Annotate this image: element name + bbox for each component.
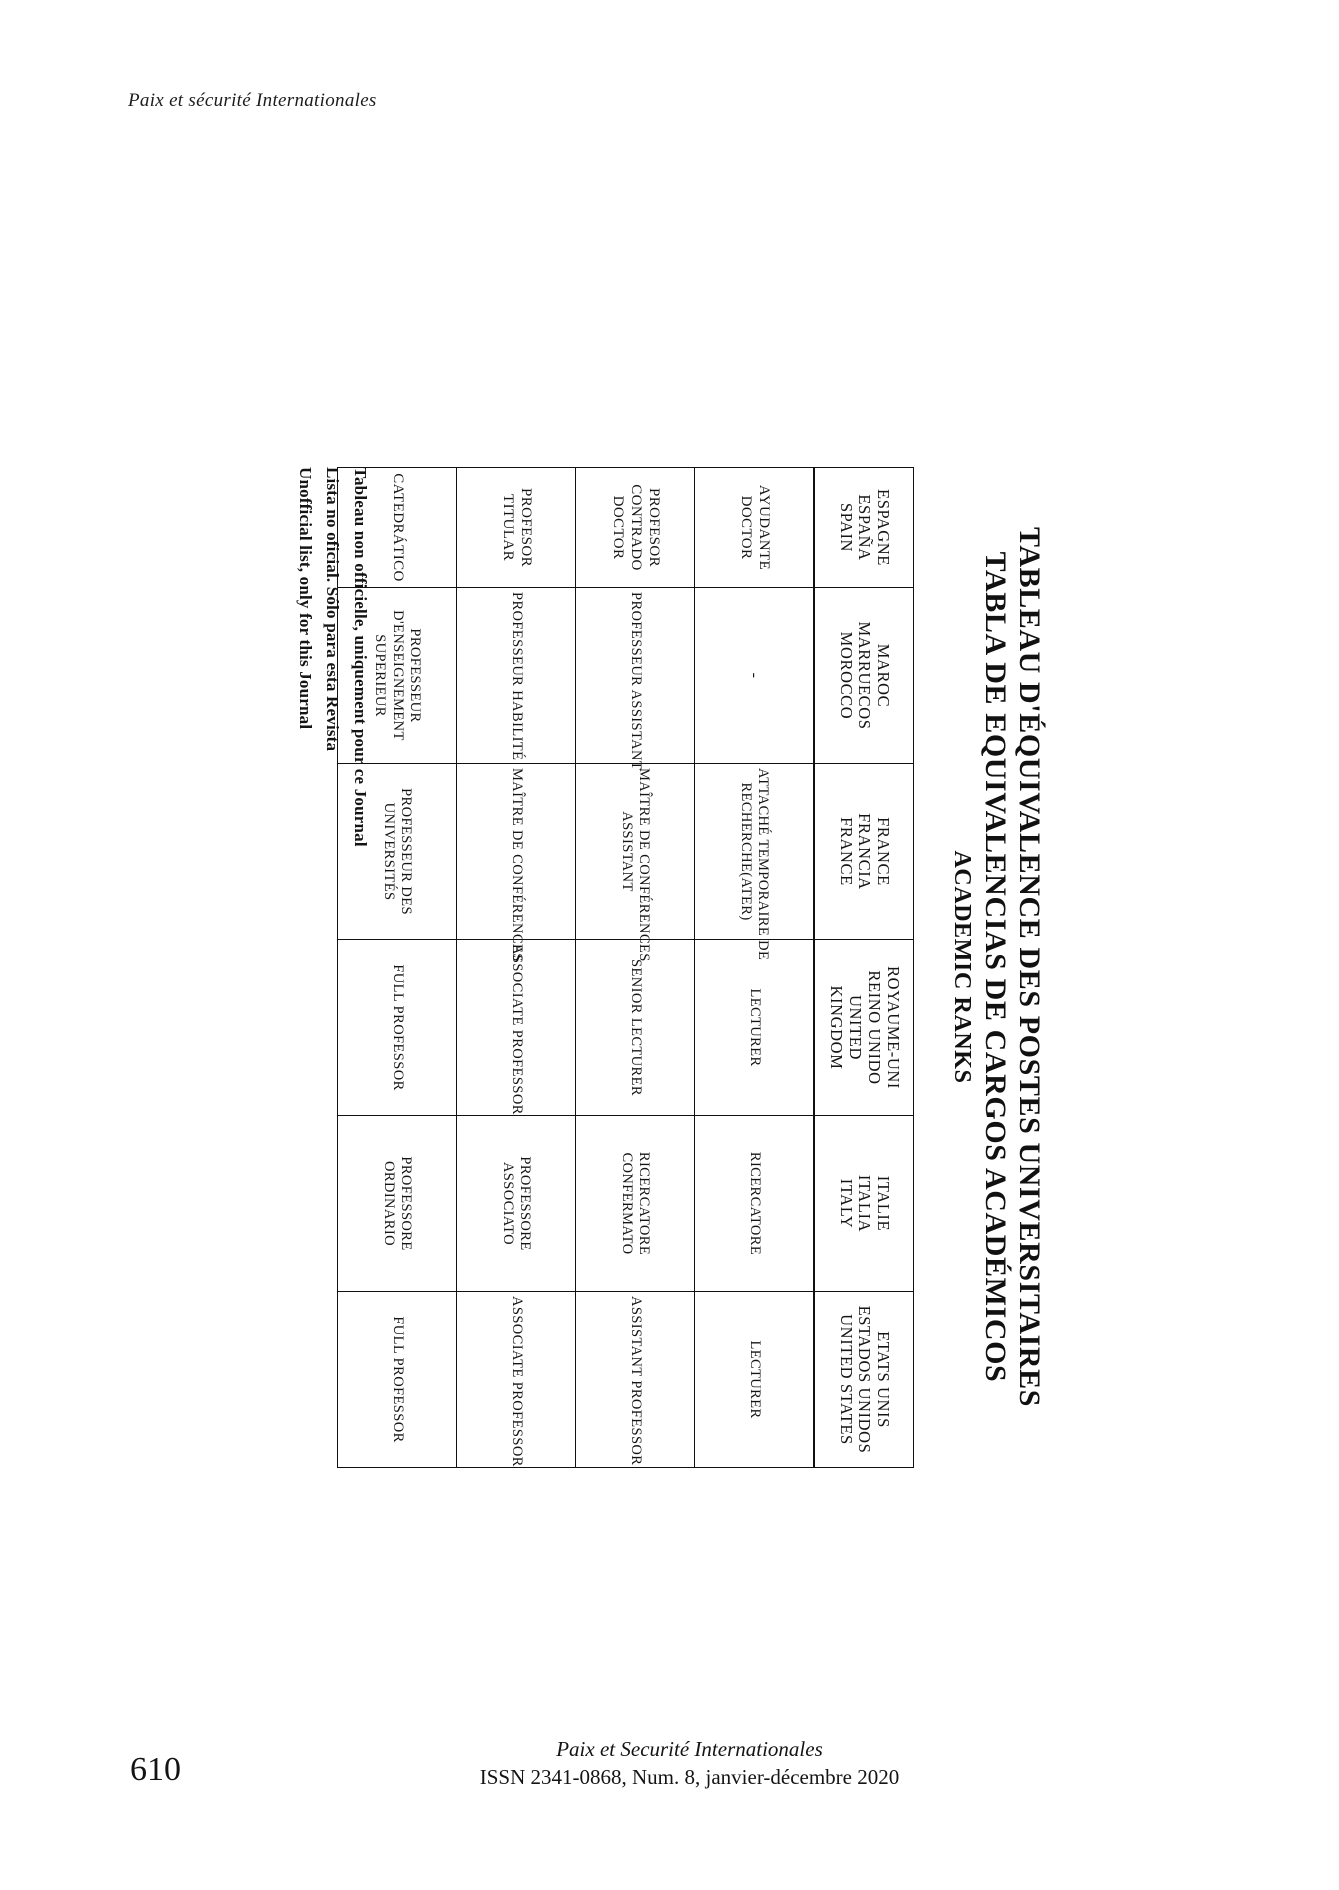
cell-morocco (694, 588, 814, 764)
column-header-morocco (814, 588, 914, 764)
cell-line: LECTURER (746, 988, 763, 1067)
cell-france (694, 764, 814, 961)
cell-line: D'ENSEIGNEMENT (389, 610, 406, 741)
page-number: 610 (130, 1751, 181, 1788)
table-header-row (814, 468, 914, 1468)
cell-united-states (694, 1292, 814, 1468)
colophon-issn: ISSN 2341-0868, Num. 8, janvier-décembre 2020 (479, 1764, 900, 1789)
column-header-france (814, 764, 914, 940)
table-row (694, 468, 814, 1468)
cell-line: - (745, 672, 763, 679)
header-line: FRANCE (873, 817, 893, 886)
table-title-group (947, 372, 1045, 1562)
header-line: ESPAÑA (854, 494, 874, 561)
cell-line: ORDINARIO (380, 1161, 397, 1246)
colophon-journal-name: Paix et Securité Internationales (556, 1737, 823, 1761)
title-line-english: ACADEMIC RANKS (948, 850, 975, 1084)
header-line: MARRUECOS (854, 621, 874, 730)
header-line: REINO UNIDO (864, 970, 884, 1085)
cell-line: LECTURER (746, 1340, 763, 1419)
cell-spain (575, 468, 694, 588)
table-notes (291, 467, 374, 1467)
cell-line: MAÎTRE DE CONFÉRENCES (635, 768, 652, 962)
cell-line: SUPERIEUR (371, 634, 388, 717)
header-line: UNITED STATES (836, 1314, 856, 1445)
header-line: MAROC (873, 643, 893, 708)
cell-line: PROFESSORE (397, 1156, 414, 1251)
header-line: FRANCIA (854, 813, 874, 890)
header-line: ESTADOS UNIDOS (854, 1305, 874, 1454)
cell-line: FULL PROFESSOR (389, 1316, 406, 1443)
cell-line: PROFESSEUR HABILITÉ (508, 592, 525, 761)
cell-italy (456, 1116, 575, 1292)
header-line: FRANCE (836, 817, 856, 886)
header-line: KINGDOM (826, 985, 846, 1070)
column-header-spain (814, 468, 914, 588)
cell-line: CONFERMATO (618, 1152, 635, 1255)
cell-line: TITULAR (499, 494, 516, 561)
column-header-united-kingdom (814, 940, 914, 1116)
cell-line: CATEDRÁTICO (389, 473, 406, 582)
cell-france (575, 764, 694, 962)
title-line-french: TABLEAU D'ÉQUIVALENCE DES POSTES UNIVERSITAIRES (1012, 526, 1046, 1408)
cell-line: ASSOCIATO (499, 1161, 516, 1246)
cell-united-states (575, 1292, 694, 1468)
header-line: ROYAUME-UNI (883, 965, 903, 1089)
cell-spain (694, 468, 814, 588)
cell-united-states (456, 1292, 575, 1468)
header-line: ITALIE (873, 1175, 893, 1232)
column-header-italy (814, 1116, 914, 1292)
note-spanish: Lista no oficial. Sólo para esta Revista (322, 467, 342, 752)
cell-line: RECHERCHE(ATER) (737, 782, 754, 921)
cell-line: RICERCATORE (746, 1151, 763, 1256)
cell-line: PROFESSORE (516, 1156, 533, 1251)
cell-line: UNIVERSITÉS (380, 802, 397, 901)
cell-line: ASSISTANT PROFESSOR (627, 1296, 644, 1466)
cell-italy (694, 1116, 814, 1292)
title-line-spanish: TABLA DE EQUIVALENCIAS DE CARGOS ACADÉMICOS (978, 551, 1012, 1383)
running-head: Paix et sécurité Internationales (128, 90, 377, 111)
cell-line: PROFESSEUR (406, 628, 423, 723)
cell-line: PROFESSEUR ASSISTANT (627, 592, 644, 771)
cell-line: ASSOCIATE PROFESSOR (508, 944, 525, 1115)
landscape-block (295, 372, 1046, 1562)
header-line: ITALIA (854, 1174, 874, 1233)
header-line: ITALY (836, 1178, 856, 1229)
cell-spain (456, 468, 575, 588)
cell-italy (575, 1116, 694, 1292)
header-line: SPAIN (836, 502, 856, 553)
cell-line: PROFESOR (645, 487, 662, 568)
cell-france (456, 764, 575, 962)
cell-line: FULL PROFESSOR (389, 964, 406, 1091)
cell-line: PROFESSEUR DES (397, 788, 414, 915)
cell-line: DOCTOR (737, 495, 754, 560)
cell-line: ASSOCIATE PROFESSOR (508, 1296, 525, 1467)
cell-united-kingdom (575, 940, 694, 1116)
cell-line: ATTACHÉ TEMPORAIRE DE (754, 768, 771, 961)
note-french: Tableau non officielle, uniquement pour ce Journal (350, 467, 370, 847)
note-english: Unofficial list, only for this Journal (295, 467, 315, 730)
column-header-united-states (814, 1292, 914, 1468)
cell-line: DOCTOR (609, 495, 626, 560)
cell-united-kingdom (456, 940, 575, 1116)
cell-morocco (575, 588, 694, 771)
cell-line: ASSISTANT (618, 811, 635, 892)
cell-line: RICERCATORE (635, 1151, 652, 1256)
header-line: ETATS UNIS (873, 1331, 893, 1428)
header-line: MOROCCO (836, 631, 856, 720)
cell-line: AYUDANTE (755, 484, 772, 571)
table-row (575, 468, 694, 1468)
cell-line: CONTRADO (627, 484, 644, 571)
table-row (456, 468, 575, 1468)
cell-line: PROFESOR (517, 487, 534, 568)
rotation-wrapper (295, 350, 1046, 1540)
header-line: ESPAGNE (873, 489, 893, 566)
equivalence-table-holder (337, 467, 914, 1467)
cell-morocco (456, 588, 575, 764)
academic-ranks-table (337, 467, 914, 1468)
page-colophon (0, 1736, 1339, 1791)
cell-line: SENIOR LECTURER (627, 959, 644, 1096)
cell-united-kingdom (694, 940, 814, 1116)
header-line: UNITED (845, 995, 865, 1060)
cell-line: MAÎTRE DE CONFÉRENCES (508, 768, 525, 962)
